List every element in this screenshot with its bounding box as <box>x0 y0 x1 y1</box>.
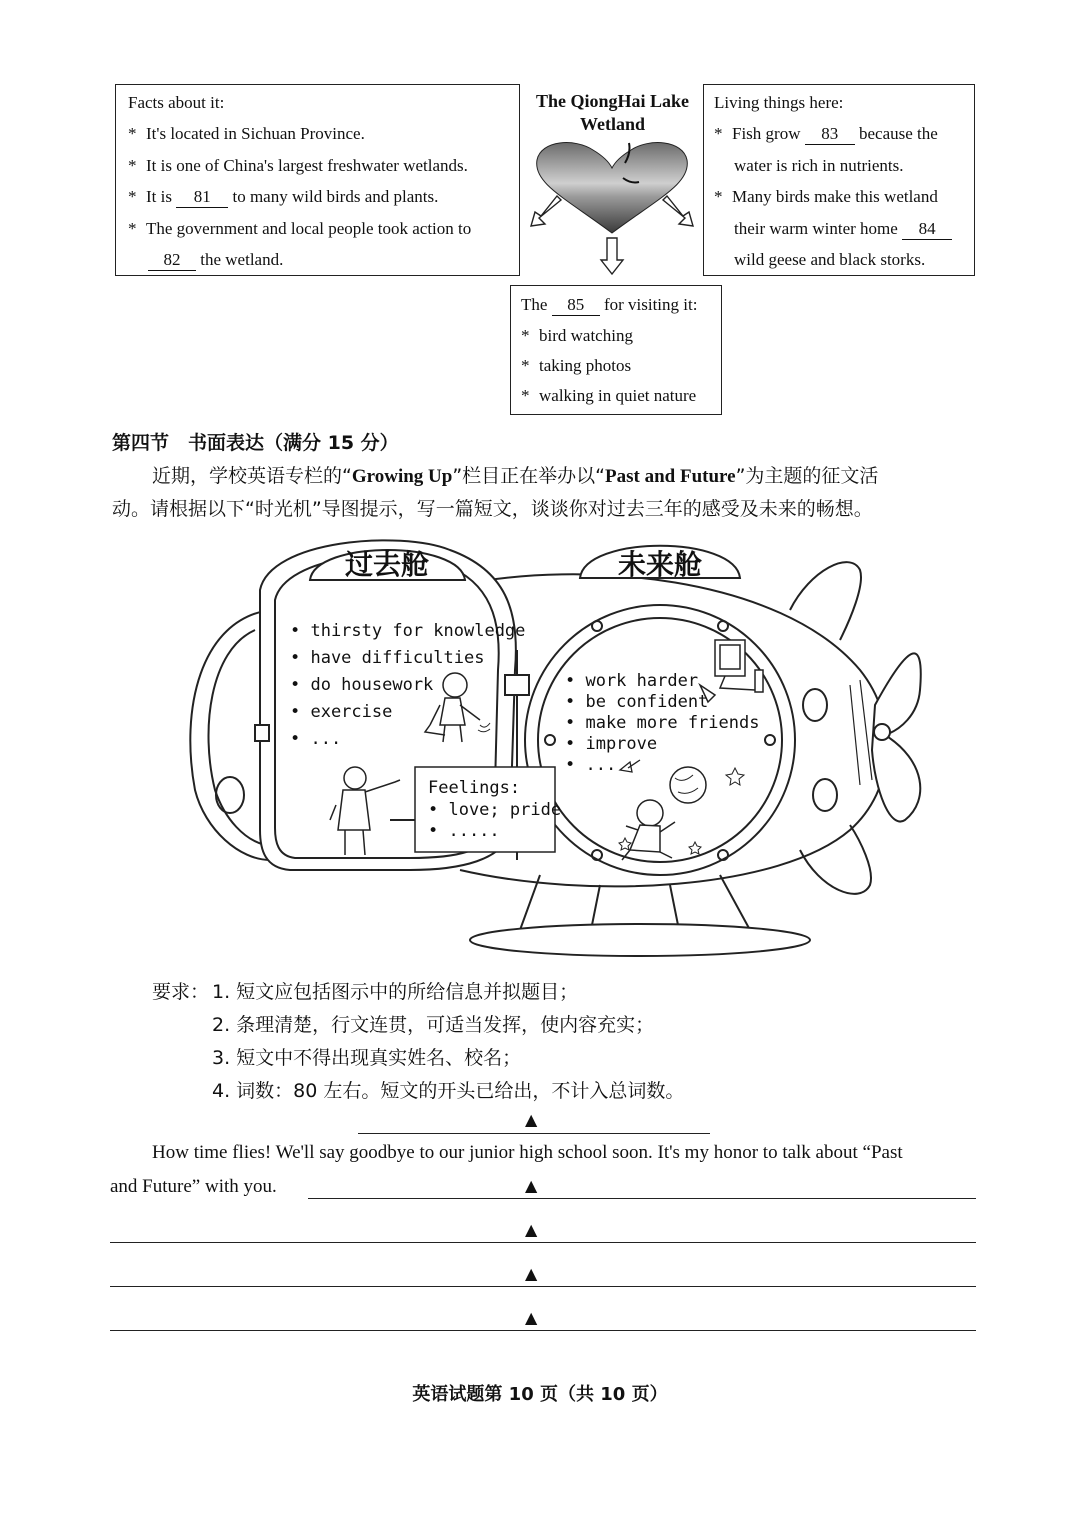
blank-81[interactable]: 81 <box>176 187 228 208</box>
facts-item-cont: 82 the wetland. <box>148 250 283 271</box>
essay-start-line1: How time flies! We'll say goodbye to our junior high school soon. It's my honor to talk about “Past <box>152 1142 903 1163</box>
line-marker: ▲ <box>525 1308 538 1327</box>
facts-box <box>115 84 520 276</box>
requirement-item: 3. 短文中不得出现真实姓名、校名； <box>212 1047 522 1069</box>
future-item: • make more friends <box>565 713 760 733</box>
requirement-item: 2. 条理清楚，行文连贯，可适当发挥，使内容充实； <box>212 1014 655 1036</box>
section4-title: 第四节 书面表达（满分 15 分） <box>112 432 399 454</box>
requirement-item: 4. 词数：80 左右。短文的开头已给出，不计入总词数。 <box>212 1080 685 1102</box>
writing-line[interactable] <box>110 1286 976 1287</box>
section4-intro-line2: 动。请根据以下“时光机”导图提示，写一篇短文，谈谈你对过去三年的感受及未来的畅想。 <box>112 498 873 520</box>
blank-83[interactable]: 83 <box>805 124 855 145</box>
blank-84[interactable]: 84 <box>902 219 952 240</box>
title-marker: ▲ <box>525 1110 538 1129</box>
arrow-right-icon <box>663 196 693 226</box>
requirement-item: 1. 短文应包括图示中的所给信息并拟题目； <box>212 981 579 1003</box>
facts-item: * It's located in Sichuan Province. <box>128 124 365 143</box>
arrow-left-icon <box>531 196 561 226</box>
feelings-item: • ..... <box>428 821 500 841</box>
essay-title-line[interactable] <box>358 1133 710 1134</box>
past-item: • exercise <box>290 702 393 722</box>
past-item: • ... <box>290 729 342 749</box>
heart-lake-image <box>525 138 700 278</box>
writing-line[interactable] <box>110 1330 976 1331</box>
writing-line[interactable] <box>308 1198 976 1199</box>
living-item-cont: water is rich in nutrients. <box>734 156 904 175</box>
line-marker: ▲ <box>525 1220 538 1239</box>
heart-shape <box>537 143 688 233</box>
stand-base <box>470 924 810 956</box>
reasons-item: * walking in quiet nature <box>521 386 697 405</box>
living-item-cont: wild geese and black storks. <box>734 250 926 269</box>
facts-item: * The government and local people took action to <box>128 219 472 238</box>
section4-intro-line1: 近期，学校英语专栏的“Growing Up”栏目正在举办以“Past and Future”为主题的征文活 <box>152 465 879 487</box>
reasons-box <box>510 285 722 415</box>
reasons-item: * taking photos <box>521 356 632 375</box>
future-cabin-label: 未来舱 <box>617 548 703 581</box>
living-item-cont: their warm winter home 84 <box>734 219 952 240</box>
wetland-title-line1: The QiongHai Lake <box>535 91 690 111</box>
facts-item: * It is one of China's largest freshwater wetlands. <box>128 156 468 175</box>
line-marker: ▲ <box>525 1264 538 1283</box>
future-item: • improve <box>565 734 658 754</box>
time-machine-illustration <box>160 530 930 960</box>
past-item: • have difficulties <box>290 648 485 668</box>
living-heading: Living things here: <box>714 93 844 112</box>
past-item: • thirsty for knowledge <box>290 621 526 641</box>
planet-icon <box>670 767 706 803</box>
future-item: • be confident <box>565 692 709 712</box>
arrow-down-icon <box>601 238 623 274</box>
past-item: • do housework <box>290 675 434 695</box>
blank-82[interactable]: 82 <box>148 250 196 271</box>
past-cabin-label: 过去舱 <box>344 548 430 581</box>
facts-item: * It is 81 to many wild birds and plants. <box>128 187 439 206</box>
living-item: * Many birds make this wetland <box>714 187 938 206</box>
feelings-title: Feelings: <box>428 778 521 798</box>
writing-line[interactable] <box>110 1242 976 1243</box>
line-marker: ▲ <box>525 1176 538 1195</box>
feelings-item: • love; pride <box>428 800 562 820</box>
living-things-box <box>703 84 975 276</box>
requirements-label: 要求： <box>152 981 210 1003</box>
facts-heading: Facts about it: <box>128 93 225 112</box>
door-hinge <box>505 675 529 695</box>
reasons-item: * bird watching <box>521 326 633 345</box>
future-item: • work harder <box>565 671 699 691</box>
future-item: • ... <box>565 755 617 775</box>
reasons-heading: The 85 for visiting it: <box>521 295 698 314</box>
wetland-title <box>520 90 705 136</box>
page-footer: 英语试题第 10 页（共 10 页） <box>412 1384 668 1405</box>
essay-start-line2: and Future” with you. <box>110 1176 277 1197</box>
blank-85[interactable]: 85 <box>552 295 600 316</box>
wetland-title-line2: Wetland <box>579 114 645 134</box>
living-item: * Fish grow 83 because the <box>714 124 938 143</box>
